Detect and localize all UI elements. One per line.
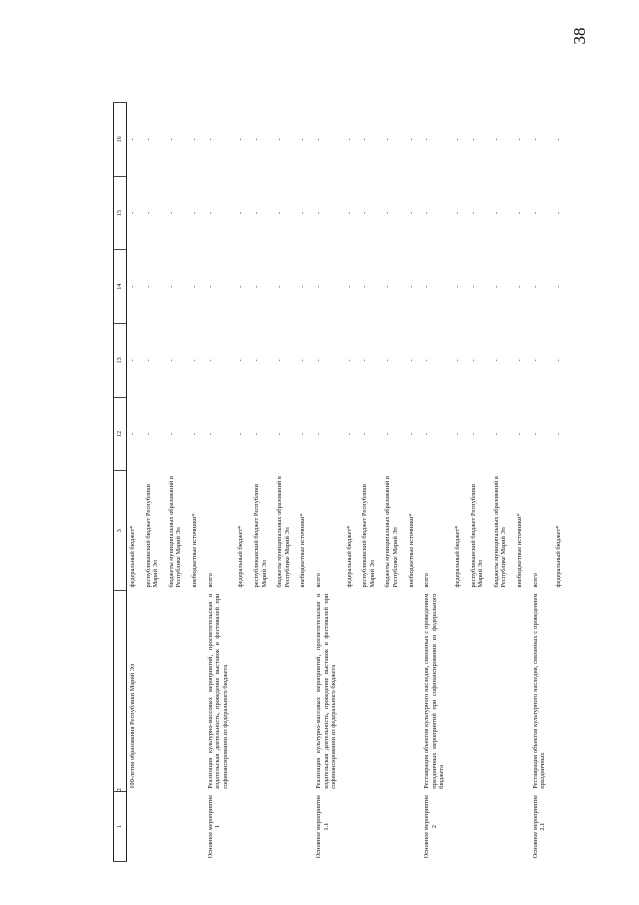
event-name-cell: [382, 591, 405, 792]
value-cell: -: [129, 432, 136, 436]
value-cell: -: [276, 432, 284, 436]
value-cell: -: [407, 211, 415, 215]
event-name-cell: [406, 591, 422, 792]
value-cell: -: [384, 432, 392, 436]
value-cell: -: [384, 138, 392, 141]
value-cell: -: [469, 285, 477, 288]
event-name-cell: Реализация культурно-массовых мероприятий, просветительская и издательская деятельность, проведение выставок и фестивалей при софинансировании из федерального бюджета: [314, 593, 338, 789]
event-name-cell: [189, 591, 205, 792]
value-cell: -: [384, 211, 392, 215]
event-code-cell: [251, 792, 274, 862]
event-name-cell: Реализация культурно-массовых мероприятий, просветительская и издательская деятельность, проведение выставок и фестивалей при софинансировании из федерального бюджета: [206, 593, 229, 789]
event-name-cell: Реставрация объектов культурного наследия, связанных с проведением праздничных мероприятий при софинансировании из федерального бюджета: [423, 593, 446, 789]
event-code-cell: [189, 792, 205, 862]
value-cell: -: [531, 432, 539, 436]
funding-source-cell: внебюджетные источники*: [516, 513, 523, 588]
table-row: [452, 103, 468, 862]
funding-source-cell: бюджеты муниципальных образований в Республике Марий Эл: [167, 476, 183, 588]
value-cell: -: [492, 138, 500, 141]
column-header: 14: [114, 250, 127, 324]
value-cell: -: [144, 211, 152, 215]
value-cell: -: [454, 359, 462, 362]
event-name-cell: [359, 591, 382, 792]
value-cell: -: [190, 432, 198, 436]
page-number: 38: [570, 27, 589, 45]
value-cell: -: [206, 211, 214, 215]
column-header: 13: [114, 324, 127, 398]
value-cell: -: [144, 359, 152, 362]
value-cell: -: [492, 211, 500, 215]
table-row: [530, 103, 553, 862]
event-name-cell: [553, 591, 569, 792]
value-cell: -: [516, 211, 523, 215]
value-cell: -: [167, 432, 175, 436]
budget-table-container: [113, 102, 562, 862]
event-code-cell: [406, 792, 422, 862]
event-code-cell: Основное мероприятие 1.1: [314, 794, 330, 859]
table-row: [491, 103, 514, 862]
column-header: 1: [114, 792, 127, 862]
value-cell: -: [384, 285, 392, 288]
funding-source-cell: бюджеты муниципальных образований в Республике Марий Эл: [276, 476, 291, 588]
funding-source-cell: федеральный бюджет*: [345, 525, 353, 588]
funding-source-cell: республиканский бюджет Республики Марий Эл: [469, 484, 485, 588]
funding-source-cell: республиканский бюджет Республики Марий Эл: [252, 484, 268, 588]
value-cell: -: [361, 359, 369, 362]
value-cell: -: [492, 359, 500, 362]
value-cell: -: [237, 432, 245, 436]
value-cell: -: [237, 211, 245, 215]
value-cell: -: [516, 285, 523, 288]
value-cell: -: [252, 359, 260, 362]
table-body: [127, 103, 569, 862]
value-cell: -: [190, 138, 198, 141]
value-cell: -: [454, 138, 462, 141]
table-row: [127, 103, 143, 862]
value-cell: -: [554, 359, 562, 362]
table-row: [359, 103, 382, 862]
value-cell: -: [299, 211, 307, 215]
table-row: [251, 103, 274, 862]
funding-source-cell: федеральный бюджет*: [237, 525, 245, 588]
event-name-cell: 100-летия образования Республики Марий Эл: [129, 663, 136, 789]
event-code-cell: [514, 792, 530, 862]
funding-source-cell: всего: [314, 573, 322, 588]
event-code-cell: [491, 792, 514, 862]
value-cell: -: [252, 211, 260, 215]
table-row: [421, 103, 452, 862]
value-cell: -: [407, 285, 415, 288]
value-cell: -: [314, 359, 322, 362]
value-cell: -: [361, 285, 369, 288]
value-cell: -: [190, 359, 198, 362]
funding-source-cell: всего: [531, 573, 539, 588]
value-cell: -: [531, 359, 539, 362]
event-name-cell: [235, 591, 251, 792]
funding-source-cell: республиканский бюджет Республики Марий Эл: [361, 484, 376, 588]
event-code-cell: [382, 792, 405, 862]
table-row: [313, 103, 344, 862]
value-cell: -: [423, 285, 431, 288]
value-cell: -: [276, 359, 284, 362]
value-cell: -: [129, 138, 136, 141]
event-code-cell: Основное мероприятие 2.1: [531, 794, 547, 859]
value-cell: -: [554, 285, 562, 288]
table-row: [189, 103, 205, 862]
value-cell: -: [167, 285, 175, 288]
value-cell: -: [345, 359, 353, 362]
funding-source-cell: всего: [206, 573, 214, 588]
table-row: [406, 103, 422, 862]
value-cell: -: [206, 285, 214, 288]
value-cell: -: [384, 359, 392, 362]
table-row: [514, 103, 530, 862]
value-cell: -: [423, 359, 431, 362]
value-cell: -: [469, 432, 477, 436]
event-code-cell: [274, 792, 297, 862]
value-cell: -: [554, 138, 562, 141]
event-code-cell: [143, 792, 166, 862]
value-cell: -: [407, 359, 415, 362]
value-cell: -: [554, 211, 562, 215]
value-cell: -: [314, 432, 322, 436]
funding-source-cell: федеральный бюджет*: [129, 525, 136, 588]
event-name-cell: [251, 591, 274, 792]
value-cell: -: [299, 285, 307, 288]
value-cell: -: [206, 432, 214, 436]
event-name-cell: [274, 591, 297, 792]
value-cell: -: [531, 285, 539, 288]
event-code-cell: Основное мероприятие 2: [423, 794, 438, 859]
value-cell: -: [345, 432, 353, 436]
table-header-row: [114, 103, 127, 862]
value-cell: -: [469, 138, 477, 141]
value-cell: -: [469, 359, 477, 362]
value-cell: -: [190, 285, 198, 288]
event-name-cell: [468, 591, 491, 792]
event-name-cell: Реставрация объектов культурного наследия, связанных с проведением праздничных: [531, 593, 547, 789]
table-row: [274, 103, 297, 862]
value-cell: -: [299, 359, 307, 362]
event-code-cell: [452, 792, 468, 862]
value-cell: -: [167, 211, 175, 215]
value-cell: -: [407, 138, 415, 141]
funding-source-cell: федеральный бюджет*: [554, 525, 562, 588]
event-code-cell: [468, 792, 491, 862]
column-header: 15: [114, 176, 127, 250]
event-name-cell: [344, 591, 360, 792]
column-header: 12: [114, 397, 127, 471]
table-row: [344, 103, 360, 862]
value-cell: -: [314, 138, 322, 141]
value-cell: -: [129, 211, 136, 215]
event-code-cell: [235, 792, 251, 862]
value-cell: -: [144, 138, 152, 141]
value-cell: -: [454, 285, 462, 288]
event-code-cell: [297, 792, 313, 862]
value-cell: -: [129, 359, 136, 362]
value-cell: -: [237, 285, 245, 288]
value-cell: -: [345, 211, 353, 215]
value-cell: -: [144, 432, 152, 436]
column-header: 2: [114, 591, 127, 792]
value-cell: -: [469, 211, 477, 215]
funding-source-cell: бюджеты муниципальных образований в Республике Марий Эл: [492, 476, 508, 588]
value-cell: -: [516, 432, 523, 436]
table-row: [143, 103, 166, 862]
value-cell: -: [492, 432, 500, 436]
value-cell: -: [129, 285, 136, 288]
value-cell: -: [167, 138, 175, 141]
value-cell: -: [237, 138, 245, 141]
event-name-cell: [452, 591, 468, 792]
value-cell: -: [314, 285, 322, 288]
value-cell: -: [531, 211, 539, 215]
funding-source-cell: внебюджетные источники*: [299, 513, 307, 588]
value-cell: -: [252, 285, 260, 288]
value-cell: -: [206, 138, 214, 141]
event-name-cell: [491, 591, 514, 792]
table-row: [235, 103, 251, 862]
value-cell: -: [144, 285, 152, 288]
value-cell: -: [423, 432, 431, 436]
value-cell: -: [554, 432, 562, 436]
value-cell: -: [423, 138, 431, 141]
value-cell: -: [167, 359, 175, 362]
table-row: [297, 103, 313, 862]
column-header: 16: [114, 103, 127, 177]
event-code-cell: [127, 792, 143, 862]
funding-source-cell: федеральный бюджет*: [454, 525, 462, 588]
value-cell: -: [361, 432, 369, 436]
funding-source-cell: бюджеты муниципальных образований в Республике Марий Эл: [384, 476, 400, 588]
value-cell: -: [252, 138, 260, 141]
funding-source-cell: республиканский бюджет Республики Марий Эл: [144, 484, 160, 588]
value-cell: -: [361, 138, 369, 141]
event-name-cell: [166, 591, 189, 792]
value-cell: -: [252, 432, 260, 436]
value-cell: -: [423, 211, 431, 215]
budget-table: [113, 102, 568, 862]
funding-source-cell: внебюджетные источники*: [407, 513, 415, 588]
value-cell: -: [299, 138, 307, 141]
funding-source-cell: всего: [423, 573, 431, 588]
event-name-cell: [143, 591, 166, 792]
funding-source-cell: внебюджетные источники*: [190, 513, 198, 588]
value-cell: -: [276, 285, 284, 288]
event-code-cell: [553, 792, 569, 862]
value-cell: -: [516, 138, 523, 141]
table-row: [382, 103, 405, 862]
value-cell: -: [276, 138, 284, 141]
value-cell: -: [361, 211, 369, 215]
event-code-cell: [344, 792, 360, 862]
value-cell: -: [276, 211, 284, 215]
value-cell: -: [492, 285, 500, 288]
value-cell: -: [299, 432, 307, 436]
event-name-cell: [297, 591, 313, 792]
value-cell: -: [516, 359, 523, 362]
value-cell: -: [345, 285, 353, 288]
table-row: [166, 103, 189, 862]
value-cell: -: [237, 359, 245, 362]
value-cell: -: [454, 211, 462, 215]
value-cell: -: [206, 359, 214, 362]
value-cell: -: [531, 138, 539, 141]
value-cell: -: [454, 432, 462, 436]
value-cell: -: [314, 211, 322, 215]
value-cell: -: [407, 432, 415, 436]
table-row: [553, 103, 569, 862]
table-row: [205, 103, 236, 862]
event-code-cell: [359, 792, 382, 862]
event-code-cell: Основное мероприятие 1: [206, 794, 222, 859]
value-cell: -: [345, 138, 353, 141]
value-cell: -: [190, 211, 198, 215]
event-name-cell: [514, 591, 530, 792]
table-row: [468, 103, 491, 862]
column-header: 3: [114, 471, 127, 591]
event-code-cell: [166, 792, 189, 862]
